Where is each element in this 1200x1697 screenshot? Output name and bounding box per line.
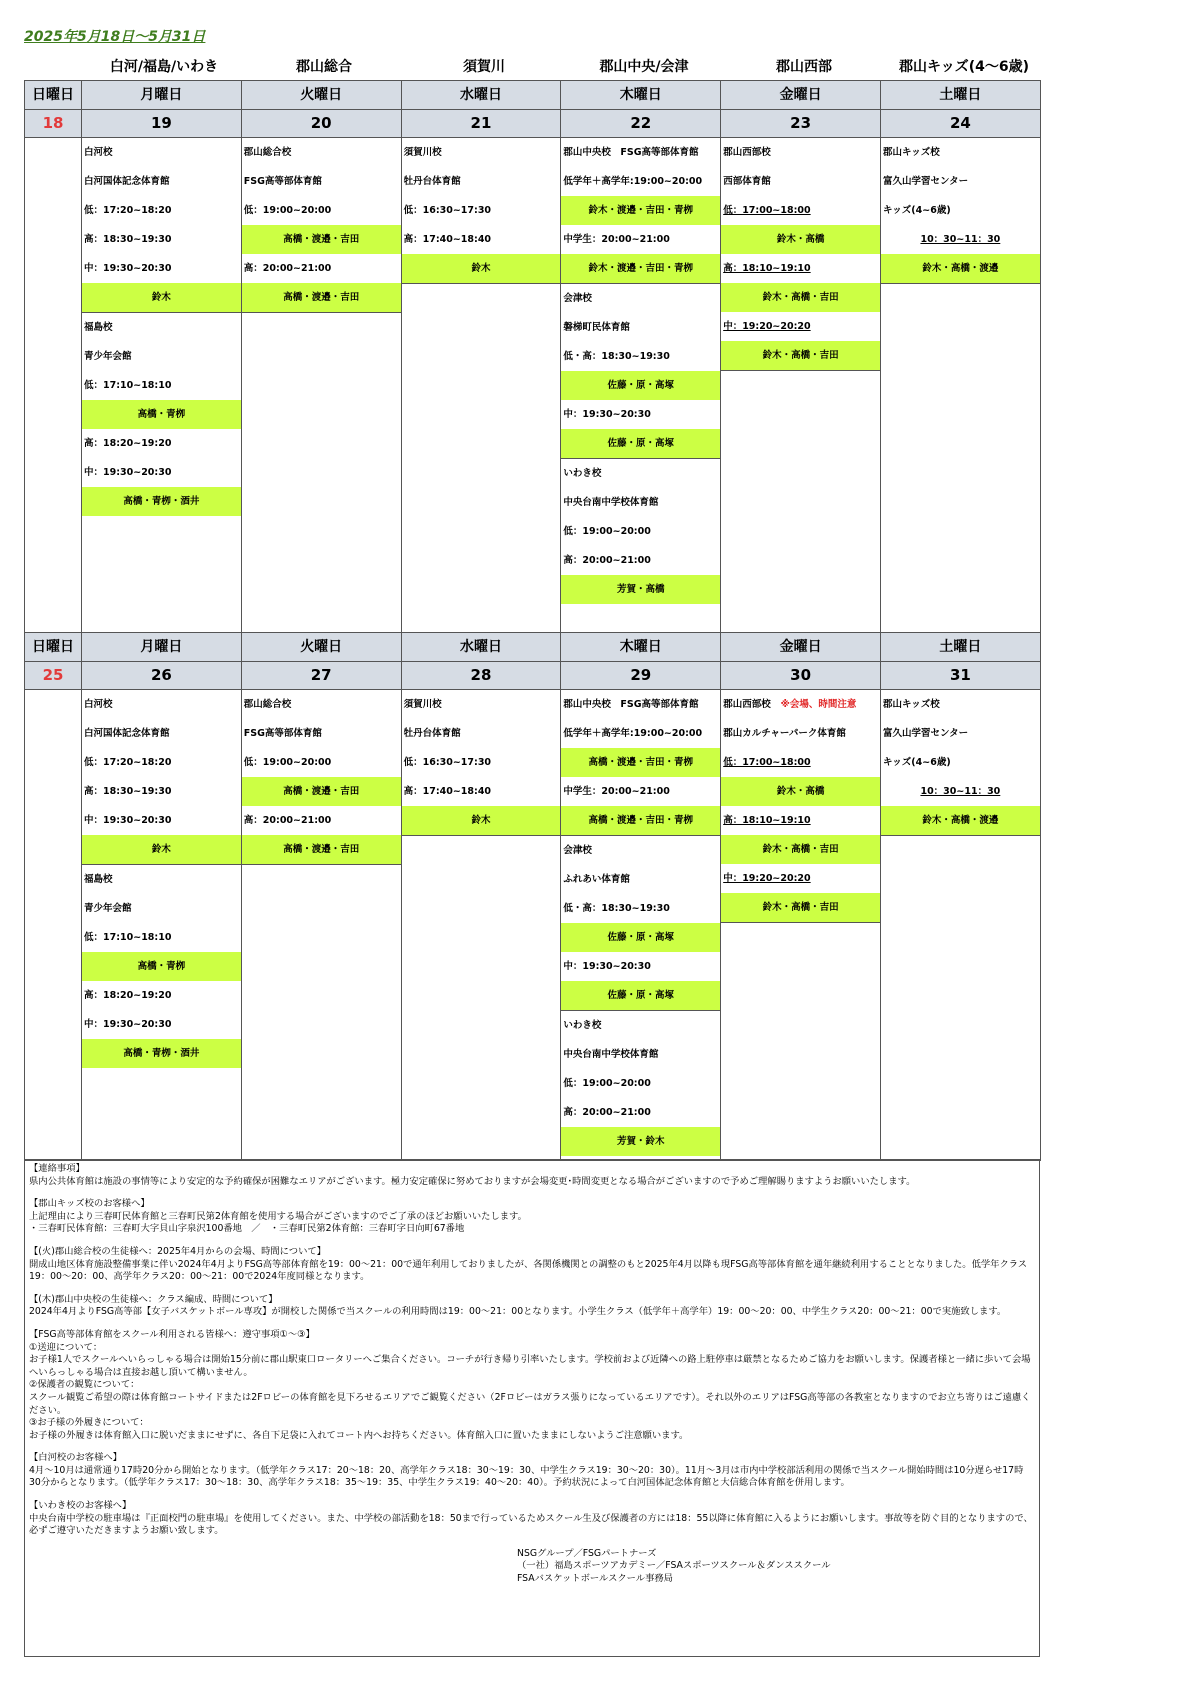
footer-line: （一社）福島スポーツアカデミー／FSAスポーツスクール＆ダンススクール [517,1560,831,1572]
school-name: 郡山キッズ校 [882,147,940,158]
notice-title: 【郡山キッズ校のお客様へ】 [29,1198,150,1210]
school-name: 郡山中央校 FSG高等部体育館 [563,699,699,710]
schedule-block [242,138,401,313]
time-slot-text: 低：17:00~18:00 [723,205,811,216]
notice-text: 開成山地区体育施設整備事業に伴い2024年4月よりFSG高等部体育館を19：00～21：00で通年利用しておりましたが、各関係機関との調整のもと2025年4月以降も現FSG高等部体育館を通年継続利用することとなりました。低学年クラス19：00～20：00、高学年クラス20：00～21：00で2024年度同様となります。 [29,1258,1028,1283]
date-cell: 23 [721,110,881,138]
organization-footer [517,1548,1035,1586]
thursday-column [561,690,721,1161]
venue: 中央台南中学校体育館 [563,497,659,508]
time-slot: 高：18:20~19:20 [84,438,172,449]
coach-badge: 高橋・渡邉・吉田 [242,283,401,312]
schedule-block [242,690,401,865]
tuesday-column [242,690,402,1161]
time-slot [721,196,880,225]
date-cell: 29 [561,662,721,690]
time-slot-text: 高：18:10~19:10 [723,815,811,826]
group-label: 白河/福島/いわき [109,59,219,75]
time-slot: 低：17:10~18:10 [84,932,172,943]
time-slot: 中学生：20:00~21:00 [563,234,670,245]
time-slot: 低：16:30~17:30 [403,757,492,768]
notice-text: お子様1人でスクールへいらっしゃる場合は開始15分前に郡山駅東口ロータリーへご集合ください。コーチが行き帰り引率いたします。学校前および近隣への路上駐停車は厳禁となるためご協力をお願いします。保護者様と一緒に歩いて会場へいらっしゃる場合は直接お越し頂いて構いません。 [29,1354,1031,1378]
school-name: 郡山西部校 [723,147,771,158]
group-label: 郡山中央/会津 [599,59,689,75]
school-name: いわき校 [563,1020,602,1031]
notice-title: 【白河校のお客様へ】 [29,1452,122,1464]
school-name: 郡山総合校 [243,699,292,710]
monday-column [82,138,242,633]
school-name: 白河校 [84,699,113,710]
time-slot: 低学年＋高学年:19:00~20:00 [563,176,703,187]
coach-badge: 鈴木・渡邉・吉田・青栁 [561,196,720,225]
venue: FSG高等部体育館 [243,728,322,739]
school-name: 白河校 [84,147,113,158]
weekday-header: 木曜日 [561,81,721,110]
time-slot: 中：19:30~20:30 [84,1019,172,1030]
friday-column [721,138,881,633]
coach-badge: 鈴木・高橋 [721,777,880,806]
date-cell: 30 [721,662,881,690]
weekday-header: 火曜日 [242,81,402,110]
notice-text: 2024年4月よりFSG高等部【女子バスケットボール専攻】が開校した関係で当スクールの利用時間は19：00～21：00となります。小学生クラス（低学年＋高学年）19：00～20：00、中学生クラス20：00～21：00で実施致します。 [29,1306,1007,1318]
date-cell: 18 [25,110,82,138]
time-slot [721,748,880,777]
weekday-header: 土曜日 [881,81,1041,110]
school-name-text: 郡山西部校 [723,699,771,710]
time-slot: 高：20:00~21:00 [243,815,332,826]
time-slot: 低学年＋高学年:19:00~20:00 [563,728,703,739]
time-slot: 低：19:00~20:00 [243,757,332,768]
date-cell: 21 [402,110,562,138]
weekday-header: 月曜日 [82,81,242,110]
time-slot-text: 10：30~11：30 [920,234,1001,245]
venue: 中央台南中学校体育館 [563,1049,659,1060]
time-slot [721,254,880,283]
schedule-period: 2025年5月18日～5月31日 [24,29,206,45]
venue: 磐梯町民体育館 [563,322,630,333]
calendar-week-2 [24,632,1041,1161]
date-cell: 27 [242,662,402,690]
time-slot: 低：17:10~18:10 [84,380,172,391]
coach-badge: 鈴木・高橋・吉田 [721,341,880,370]
time-slot: 中：19:30~20:30 [84,263,172,274]
calendar-week-1 [24,80,1041,633]
weekday-header: 日曜日 [25,633,82,662]
time-slot: 低：19:00~20:00 [563,1078,651,1089]
weekday-header: 月曜日 [82,633,242,662]
time-slot: 中：19:30~20:30 [84,815,172,826]
coach-badge: 芳賀・高橋 [561,575,720,604]
venue: 青少年会館 [84,351,132,362]
date-cell: 22 [561,110,721,138]
time-slot: 高：17:40~18:40 [403,234,492,245]
time-slot: 低・高：18:30~19:30 [563,351,670,362]
notice-text: ・三春町民体育館：三春町大字貝山字泉沢100番地 ／ ・三春町民第2体育館：三春町字日向町67番地 [29,1223,465,1235]
coach-badge: 鈴木・高橋・渡邉 [881,806,1040,835]
school-name: 須賀川校 [403,147,442,158]
coach-badge: 高橋・渡邉・吉田 [242,835,401,864]
notice-text: 県内公共体育館は施設の事情等により安定的な予約確保が困難なエリアがございます。極力安定確保に努めておりますが会場変更･時間変更となる場合がございますので予めご理解賜りますようお願いいたします。 [29,1175,916,1187]
weekday-header: 土曜日 [881,633,1041,662]
class-name: キッズ(4~6歳) [882,205,951,216]
venue: ふれあい体育館 [563,874,630,885]
date-cell: 19 [82,110,242,138]
time-slot: 中：19:30~20:30 [563,961,651,972]
school-name: いわき校 [563,468,602,479]
time-slot: 高：20:00~21:00 [563,555,651,566]
venue: FSG高等部体育館 [243,176,322,187]
schedule-block [721,138,880,371]
time-slot: 高：18:20~19:20 [84,990,172,1001]
time-slot [721,312,880,341]
saturday-column [881,690,1041,1161]
weekday-header: 木曜日 [561,633,721,662]
time-slot [881,225,1040,254]
coach-badge: 鈴木・高橋 [721,225,880,254]
weekday-header: 水曜日 [402,633,562,662]
time-slot: 中学生：20:00~21:00 [563,786,670,797]
venue: 西部体育館 [723,176,771,187]
coach-badge: 佐藤・原・高塚 [561,923,720,952]
notice-text: スクール観覧ご希望の際は体育館コートサイドまたは2Fロビーの体育館を見下ろせるエリアでご観覧ください（2Fロビーはガラス張りになっているエリアです）。それ以外のエリアはFSG高等部の各教室となりますのでお立ち寄りはご遠慮ください。 [29,1391,1031,1416]
notice-text: 上記理由により三春町民体育館と三春町民第2体育館を使用する場合がございますのでご了承のほどお願いいたします。 [29,1210,527,1222]
notice-title: 【(火)郡山総合校の生徒様へ：2025年4月からの会場、時間について】 [29,1245,326,1257]
school-name: 福島校 [84,322,113,333]
coach-badge: 高橋・青栁・酒井 [82,487,241,516]
weekday-header-row [25,633,1041,662]
date-cell: 26 [82,662,242,690]
time-slot: 高：17:40~18:40 [403,786,492,797]
date-cell: 24 [881,110,1041,138]
venue: 白河国体記念体育館 [84,728,170,739]
group-label: 須賀川 [463,59,505,75]
venue: 郡山カルチャーパーク体育館 [723,728,846,739]
venue: 牡丹台体育館 [403,728,461,739]
notice-text: 中央台南中学校の駐車場は『正面校門の駐車場』を使用してください。また、中学校の部活動を18：50まで行っているためスクール生及び保護者の方には18：55以降に体育館に入るようにお願いします。事故等を防ぐ目的となりますので、必ずご遵守いただきますようお願い致します。 [29,1512,1033,1537]
coach-badge: 鈴木 [402,254,561,283]
venue: 青少年会館 [84,903,132,914]
group-label: 郡山西部 [776,59,832,75]
notice-subtitle: ③お子様の外履きについて： [29,1417,149,1429]
time-slot: 高：18:30~19:30 [84,234,172,245]
time-slot: 低・高：18:30~19:30 [563,903,670,914]
coach-badge: 高橋・渡邉・吉田 [242,777,401,806]
school-name: 郡山総合校 [243,147,292,158]
venue-change-notice: ※会場、時間注意 [780,699,857,710]
notice-subtitle: ①送迎について： [29,1341,103,1353]
coach-badge: 高橋・青栁 [82,400,241,429]
venue: 富久山学習センター [882,176,969,187]
time-slot-text: 中：19:20~20:20 [723,321,811,332]
schedule-block [881,690,1040,836]
notice-title: 【いわき校のお客様へ】 [29,1500,132,1512]
wednesday-column [402,138,562,633]
notice-title: 【FSG高等部体育館をスクール利用される皆様へ：遵守事項①～③】 [29,1328,315,1340]
schedule-block [721,690,880,923]
thursday-column [561,138,721,633]
notice-title: 【連絡事項】 [29,1163,85,1174]
date-cell: 31 [881,662,1041,690]
sunday-column [25,690,82,1161]
weekday-header-row [25,81,1041,110]
venue: 牡丹台体育館 [403,176,461,187]
school-name: 郡山キッズ校 [882,699,940,710]
coach-badge: 高橋・渡邉・吉田・青栁 [561,806,720,836]
time-slot [721,864,880,893]
notice-text: お子様の外履きは体育館入口に脱いだままにせずに、各自下足袋に入れてコート内へお持ちください。体育館入口に置いたままにしないようご注意願います。 [29,1429,689,1441]
notice-title: 【(木)郡山中央校の生徒様へ：クラス編成、時間について】 [29,1293,278,1305]
coach-badge: 佐藤・原・高塚 [561,429,720,459]
time-slot-text: 10：30~11：30 [920,786,1001,797]
time-slot-text: 高：18:10~19:10 [723,263,811,274]
time-slot: 低：16:30~17:30 [403,205,492,216]
saturday-column [881,138,1041,633]
date-cell: 28 [402,662,562,690]
schedule-block [402,138,561,284]
time-slot-text: 低：17:00~18:00 [723,757,811,768]
friday-column [721,690,881,1161]
venue: 富久山学習センター [882,728,969,739]
coach-badge: 鈴木・渡邉・吉田・青栁 [561,254,720,284]
sunday-column [25,138,82,633]
time-slot: 高：18:30~19:30 [84,786,172,797]
coach-badge: 高橋・青栁 [82,952,241,981]
coach-badge: 高橋・渡邉・吉田・青栁 [561,748,720,777]
school-name: 須賀川校 [403,699,442,710]
notice-subtitle: ②保護者の観覧について： [29,1379,140,1391]
time-slot: 中：19:30~20:30 [84,467,172,478]
wednesday-column [402,690,562,1161]
time-slot: 高：20:00~21:00 [243,263,332,274]
time-slot: 低：19:00~20:00 [243,205,332,216]
group-label: 郡山キッズ(4～6歳) [899,59,1029,75]
coach-badge: 鈴木・高橋・吉田 [721,893,880,922]
notice-text: 4月～10月は通常通り17時20分から開始となります。（低学年クラス17：20～18：20、高学年クラス18：30～19：30、中学生クラス19：30～20：30）。11月～3月は市内中学校部活利用の関係で当スクール開始時間は10分遅らせ17時30分からとなります。（低学年クラス17：30～18：30、高学年クラス18：35～19：35、中学生クラス19：40～20：40）。予約状況によって白河国体記念体育館と大信総合体育館を併用します。 [29,1464,1024,1489]
coach-badge: 鈴木・高橋・吉田 [721,835,880,864]
coach-badge: 鈴木 [402,806,561,835]
time-slot [721,806,880,835]
group-label: 郡山総合 [296,59,352,75]
time-slot: 低：17:20~18:20 [84,205,172,216]
date-row [25,110,1041,138]
weekday-header: 金曜日 [721,81,881,110]
monday-column [82,690,242,1161]
coach-badge: 佐藤・原・高塚 [561,981,720,1011]
coach-badge: 高橋・渡邉・吉田 [242,225,401,254]
coach-badge: 鈴木 [82,283,241,313]
weekday-header: 金曜日 [721,633,881,662]
time-slot-text: 中：19:20~20:20 [723,873,811,884]
schedule-block [881,138,1040,284]
class-name: キッズ(4~6歳) [882,757,951,768]
time-slot: 高：20:00~21:00 [563,1107,651,1118]
time-slot: 低：19:00~20:00 [563,526,651,537]
weekday-header: 日曜日 [25,81,82,110]
weekday-header: 火曜日 [242,633,402,662]
date-cell: 25 [25,662,82,690]
school-name: 福島校 [84,874,113,885]
time-slot [881,777,1040,806]
coach-badge: 芳賀・鈴木 [561,1127,720,1156]
school-name: 会津校 [563,845,592,856]
coach-badge: 鈴木・高橋・吉田 [721,283,880,312]
school-name [721,690,880,719]
date-cell: 20 [242,110,402,138]
footer-line: NSGグループ／FSGパートナーズ [517,1547,657,1559]
coach-badge: 佐藤・原・高塚 [561,371,720,400]
date-row [25,662,1041,690]
coach-badge: 鈴木・高橋・渡邉 [881,254,1040,283]
time-slot: 中：19:30~20:30 [563,409,651,420]
coach-badge: 高橋・青栁・酒井 [82,1039,241,1068]
coach-badge: 鈴木 [82,835,241,865]
time-slot: 低：17:20~18:20 [84,757,172,768]
schedule-block [402,690,561,836]
school-name: 郡山中央校 FSG高等部体育館 [563,147,699,158]
school-name: 会津校 [563,293,592,304]
tuesday-column [242,138,402,633]
footer-line: FSAバスケットボールスクール事務局 [517,1573,673,1585]
weekday-header: 水曜日 [402,81,562,110]
venue: 白河国体記念体育館 [84,176,170,187]
notice-box [24,1159,1040,1657]
